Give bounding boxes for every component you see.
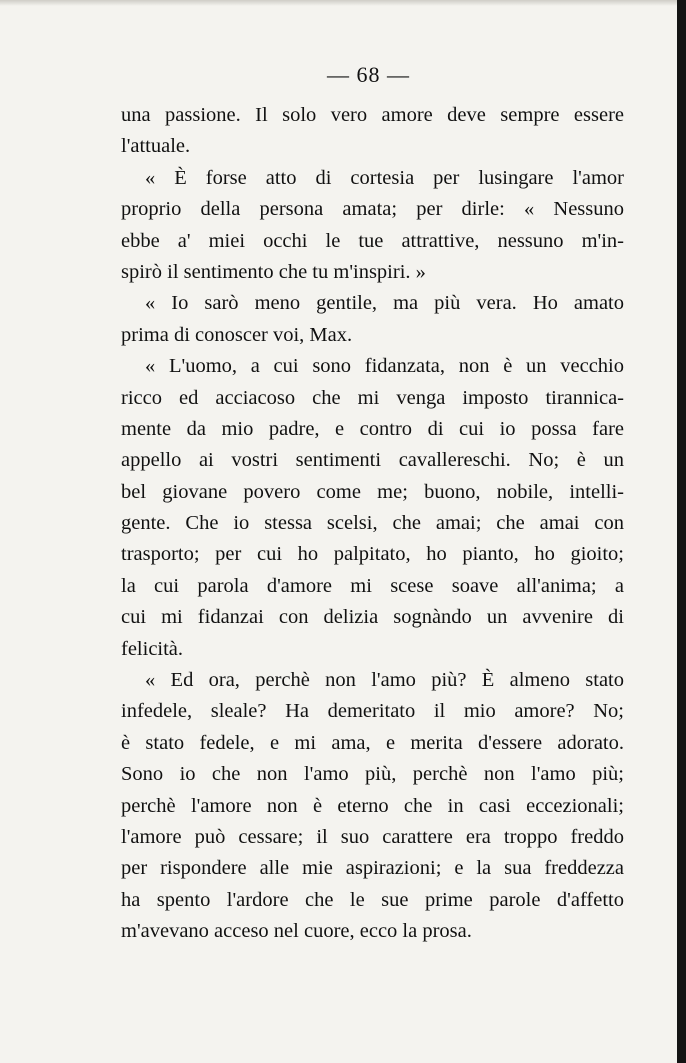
text-line: appello ai vostri sentimenti cavallereschi. No; è un [121, 449, 624, 472]
text-line: ricco ed acciacoso che mi venga imposto tirannica- [121, 386, 624, 409]
text-line: perchè l'amore non è eterno che in casi eccezionali; [121, 794, 624, 817]
body-text [121, 100, 624, 948]
text-line: una passione. Il solo vero amore deve sempre essere [121, 104, 624, 126]
text-line: prima di conoscer voi, Max. [121, 323, 353, 346]
text-line: « L'uomo, a cui sono fidanzata, non è un vecchio [145, 355, 624, 378]
text-line: infedele, sleale? Ha demeritato il mio amore? No; [121, 700, 624, 723]
text-line: la cui parola d'amore mi scese soave all'anima; a [121, 574, 624, 597]
text-line: bel giovane povero come me; buono, nobile, intelli- [121, 480, 624, 503]
text-line: « È forse atto di cortesia per lusingare l'amor [145, 166, 624, 189]
page-top-shadow [0, 0, 686, 6]
text-line: mente da mio padre, e contro di cui io possa fare [121, 417, 624, 440]
text-line: è stato fedele, e mi ama, e merita d'essere adorato. [121, 731, 624, 754]
text-line: felicità. [121, 637, 184, 660]
text-line: m'avevano acceso nel cuore, ecco la prosa. [121, 920, 472, 943]
text-line: cui mi fidanzai con delizia sognàndo un avvenire di [121, 606, 624, 629]
text-line: trasporto; per cui ho palpitato, ho pianto, ho gioito; [121, 543, 624, 566]
text-line: per rispondere alle mie aspirazioni; e la sua freddezza [121, 857, 624, 880]
text-line: ebbe a' miei occhi le tue attrattive, nessuno m'in- [121, 229, 624, 252]
text-line: gente. Che io stessa scelsi, che amai; che amai con [121, 512, 624, 535]
text-line: « Ed ora, perchè non l'amo più? È almeno stato [145, 669, 624, 692]
text-line: ha spento l'ardore che le sue prime parole d'affetto [121, 888, 624, 911]
text-line: spirò il sentimento che tu m'inspiri. » [121, 260, 426, 283]
text-line: l'attuale. [121, 135, 191, 158]
page-number: — 68 — [327, 62, 410, 87]
page-binding-edge [677, 0, 686, 1063]
text-line: proprio della persona amata; per dirle: « Nessuno [121, 198, 624, 221]
text-line: Sono io che non l'amo più, perchè non l'amo più; [121, 763, 624, 786]
text-line: « Io sarò meno gentile, ma più vera. Ho amato [145, 292, 624, 315]
text-line: l'amore può cessare; il suo carattere era troppo freddo [121, 825, 624, 848]
